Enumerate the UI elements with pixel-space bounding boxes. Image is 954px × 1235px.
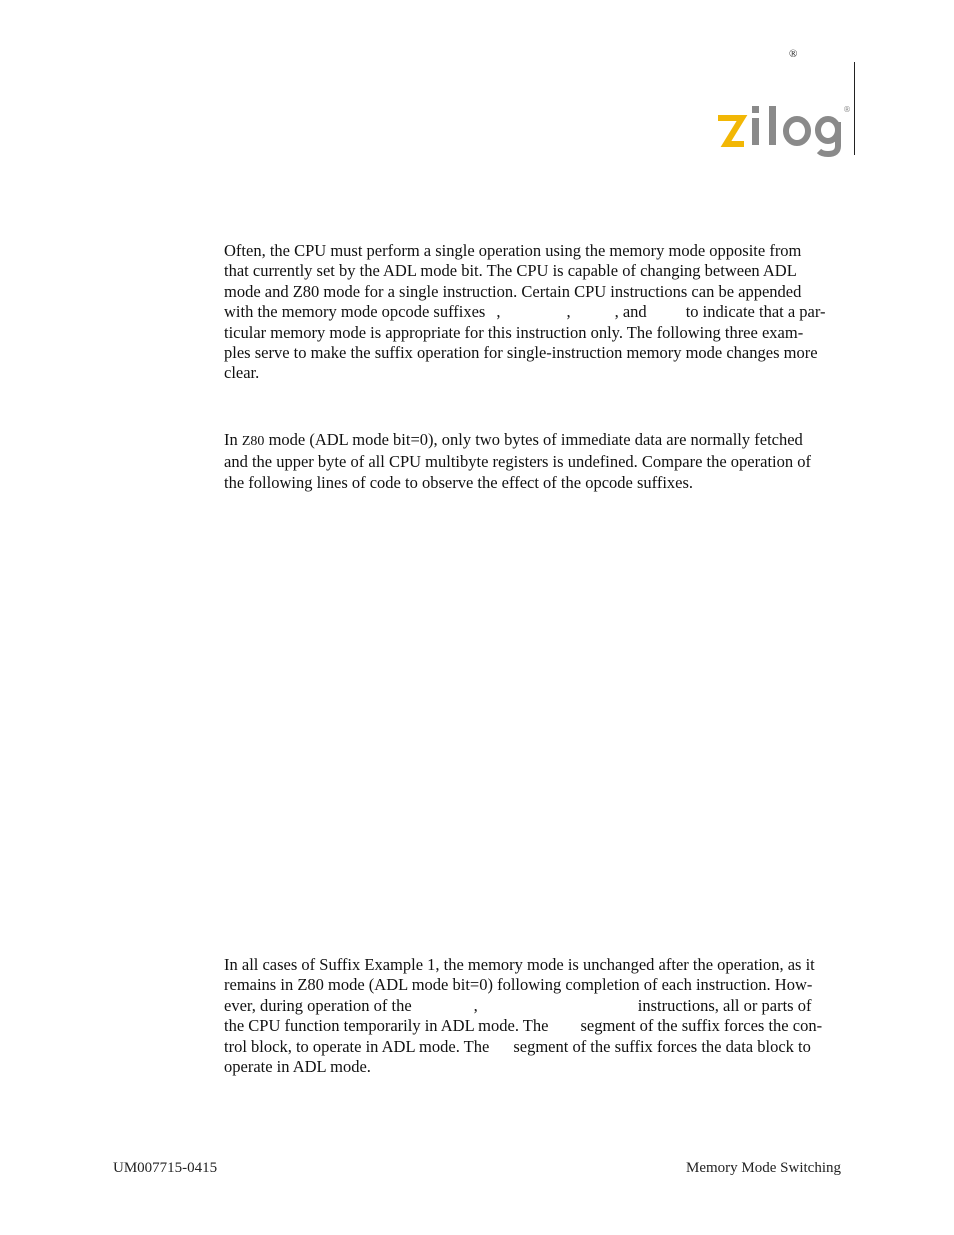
text-fragment: segment of the suffix forces the con- (580, 1016, 823, 1036)
summary-paragraph (224, 955, 844, 1077)
text-fragment: , (566, 302, 571, 322)
text-fragment: segment of the suffix forces the data block to (513, 1036, 811, 1056)
paragraph-line: remains in Z80 mode (ADL mode bit=0) following completion of each instruction. How- (224, 975, 813, 995)
paragraph-line: ples serve to make the suffix operation for single-instruction memory mode changes more (224, 343, 818, 363)
z80-mode-label: Z80 (241, 434, 265, 449)
text-fragment: instructions, all or parts of (637, 995, 812, 1015)
paragraph-line: In all cases of Suffix Example 1, the memory mode is unchanged after the operation, as it (224, 955, 815, 974)
logo-i-stem (752, 118, 759, 145)
paragraph-line: mode and Z80 mode for a single instruction. Certain CPU instructions can be appended (224, 281, 802, 301)
paragraph-line (224, 996, 844, 1016)
text-fragment: , and (614, 302, 647, 322)
logo-o-glyph (786, 119, 808, 143)
paragraph-line: Often, the CPU must perform a single operation using the memory mode opposite from (224, 241, 802, 260)
registered-trademark-mark: ® (789, 48, 798, 60)
logo-l-stem (769, 106, 776, 145)
paragraph-line: ticular memory mode is appropriate for this instruction only. The following three exam- (224, 322, 804, 342)
text-fragment: mode (ADL mode bit=0), only two bytes of immediate data are normally fetched (268, 430, 803, 449)
paragraph-line: and the upper byte of all CPU multibyte registers is undefined. Compare the operation of (224, 452, 811, 472)
logo-registered-mark: ® (843, 105, 851, 114)
footer-section-title: Memory Mode Switching (686, 1160, 841, 1176)
text-fragment: to indicate that a par- (685, 302, 826, 322)
zilog-logo (712, 100, 852, 160)
logo-z-glyph (718, 118, 744, 144)
intro-paragraph (224, 241, 844, 384)
paragraph-line: the following lines of code to observe the effect of the opcode suffixes. (224, 472, 694, 492)
header-divider (854, 62, 855, 155)
paragraph-line (224, 1016, 844, 1036)
paragraph-line: clear. (224, 363, 260, 383)
text-fragment: , (496, 302, 501, 322)
example1-paragraph (224, 430, 844, 493)
text-fragment: with the memory mode opcode suffixes (224, 302, 486, 322)
paragraph-line: that currently set by the ADL mode bit. The CPU is capable of changing between ADL (224, 261, 797, 281)
text-fragment: In (224, 430, 238, 449)
text-fragment: , (473, 995, 478, 1015)
footer-document-id: UM007715-0415 (113, 1160, 218, 1176)
text-fragment: trol block, to operate in ADL mode. The (224, 1036, 490, 1056)
text-fragment: ever, during operation of the (224, 995, 412, 1015)
logo-i-dot (752, 106, 759, 113)
paragraph-line: operate in ADL mode. (224, 1057, 371, 1077)
paragraph-line (224, 430, 844, 452)
paragraph-line (224, 1037, 844, 1057)
text-fragment: the CPU function temporarily in ADL mode. The (224, 1016, 549, 1036)
paragraph-line-suffixes (224, 302, 844, 322)
